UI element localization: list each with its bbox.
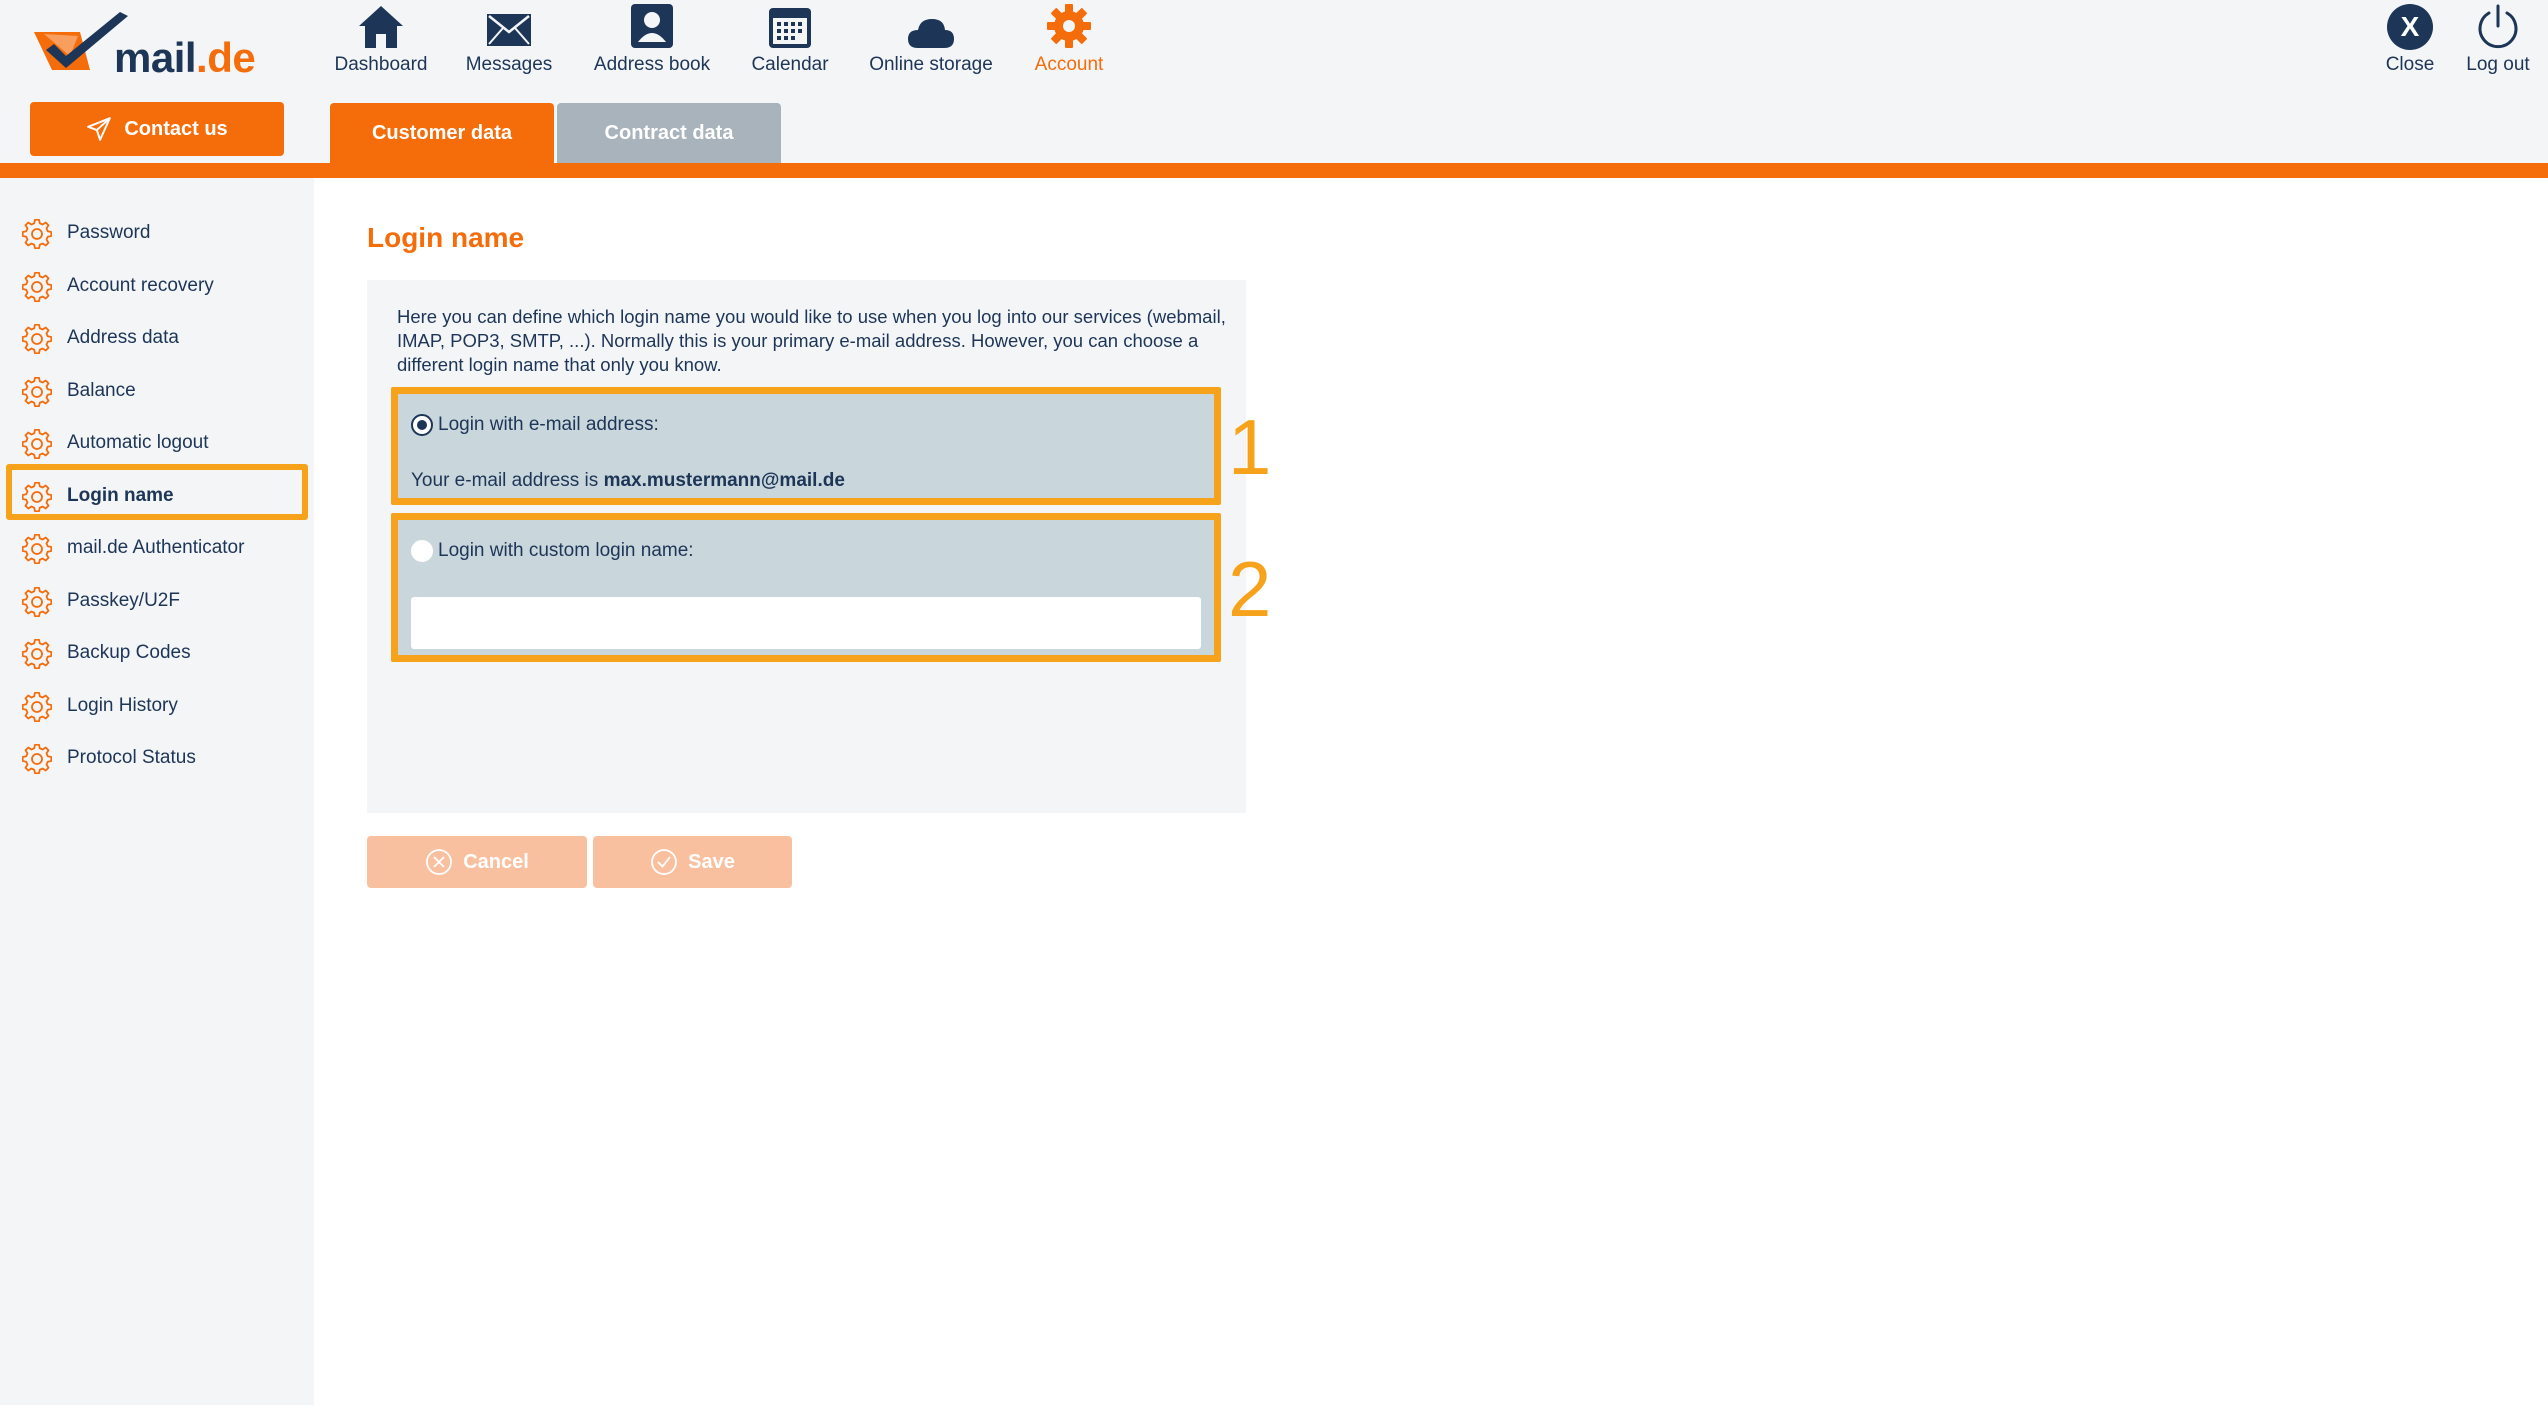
gear-icon (22, 482, 52, 512)
custom-login-label[interactable]: Login with custom login name: (438, 540, 694, 561)
email-login-label[interactable]: Login with e-mail address: (438, 414, 659, 435)
cancel-button[interactable] (367, 836, 587, 888)
email-login-radio[interactable] (411, 414, 433, 436)
close-button[interactable] (2374, 0, 2446, 90)
nav-address-book-label: Address book (593, 54, 711, 75)
gear-icon (22, 219, 52, 249)
nav-account-label: Account (1034, 54, 1104, 75)
paper-plane-icon (86, 116, 112, 142)
gear-icon (22, 377, 52, 407)
cloud-icon (906, 16, 956, 50)
sidebar-item-label: Account recovery (67, 275, 214, 296)
sidebar-item-address-data[interactable] (0, 312, 314, 364)
sidebar-item-label: Address data (67, 327, 179, 348)
gear-icon (22, 429, 52, 459)
custom-login-radio[interactable] (411, 540, 433, 562)
gear-icon (22, 639, 52, 669)
email-address-line (411, 470, 845, 492)
custom-login-input[interactable] (411, 597, 1201, 649)
cancel-circle-icon (425, 848, 453, 876)
sidebar-item-balance[interactable] (0, 365, 314, 417)
sidebar-item-account-recovery[interactable] (0, 260, 314, 312)
nav-account[interactable] (1024, 0, 1114, 90)
calendar-icon (767, 4, 813, 50)
close-label: Close (2385, 54, 2435, 75)
gear-icon (22, 272, 52, 302)
email-address-value: max.mustermann@mail.de (603, 470, 845, 491)
logo-text: mail.de (114, 34, 256, 81)
annotation-marker-1: 1 (1228, 403, 1272, 491)
contact-card-icon (629, 2, 675, 50)
close-icon: X (2387, 4, 2433, 50)
tab-customer-data[interactable] (330, 103, 554, 163)
tab-contract-data[interactable] (557, 103, 781, 163)
sidebar-item-login-name[interactable] (0, 470, 314, 522)
gear-icon (22, 692, 52, 722)
nav-calendar[interactable] (742, 0, 838, 90)
sidebar-item-password[interactable] (0, 207, 314, 259)
contact-us-button[interactable] (30, 102, 284, 156)
save-button[interactable] (593, 836, 792, 888)
gear-icon (22, 744, 52, 774)
page-title: Login name (367, 222, 525, 253)
sidebar-item-backup-codes[interactable] (0, 627, 314, 679)
gear-icon (22, 534, 52, 564)
contact-us-label: Contact us (124, 117, 228, 140)
nav-online-storage-label: Online storage (869, 54, 993, 75)
gear-icon (22, 324, 52, 354)
sidebar-item-label: Protocol Status (67, 747, 196, 768)
sidebar-item-login-history[interactable] (0, 680, 314, 732)
logout-button[interactable] (2458, 0, 2538, 90)
sidebar-item-label: Password (67, 222, 151, 243)
nav-calendar-label: Calendar (751, 54, 829, 75)
mail-de-logo[interactable] (32, 10, 262, 80)
gear-icon (22, 587, 52, 617)
nav-messages[interactable] (456, 0, 562, 90)
gear-icon (1045, 2, 1093, 50)
nav-messages-label: Messages (465, 54, 553, 75)
check-circle-icon (650, 848, 678, 876)
cancel-label: Cancel (463, 850, 529, 873)
email-login-option[interactable] (391, 387, 1221, 505)
nav-online-storage[interactable] (860, 0, 1002, 90)
email-address-prefix: Your e-mail address is (411, 470, 604, 491)
top-header (0, 0, 2548, 163)
sidebar-item-label: Login name (67, 485, 174, 506)
envelope-icon (485, 10, 533, 50)
logout-label: Log out (2466, 54, 2530, 75)
nav-dashboard-label: Dashboard (334, 54, 428, 75)
sidebar-item-label: Balance (67, 380, 136, 401)
header-divider-bar (0, 163, 2548, 178)
sidebar-item-authenticator[interactable] (0, 522, 314, 574)
save-label: Save (688, 850, 735, 873)
home-icon (357, 4, 405, 50)
panel-description: Here you can define which login name you would like to use when you log into our services (webmail, IMAP, POP3, SMTP, ...). Normally this is your primary e-mail address. However, you can choose a different login name that only you know. (397, 306, 1226, 375)
sidebar-item-automatic-logout[interactable] (0, 417, 314, 469)
sidebar-item-label: Passkey/U2F (67, 590, 180, 611)
sidebar-item-label: Automatic logout (67, 432, 209, 453)
sidebar-item-protocol-status[interactable] (0, 732, 314, 784)
sidebar-item-label: Login History (67, 695, 178, 716)
nav-address-book[interactable] (583, 0, 721, 90)
tab-customer-data-label: Customer data (371, 121, 513, 144)
nav-dashboard[interactable] (325, 0, 437, 90)
annotation-marker-2: 2 (1228, 545, 1272, 633)
sidebar-item-passkey-u2f[interactable] (0, 575, 314, 627)
custom-login-option[interactable] (391, 513, 1221, 662)
sidebar-item-label: mail.de Authenticator (67, 537, 245, 558)
power-icon (2475, 4, 2521, 50)
sidebar-item-label: Backup Codes (67, 642, 191, 663)
tab-contract-data-label: Contract data (604, 121, 734, 144)
